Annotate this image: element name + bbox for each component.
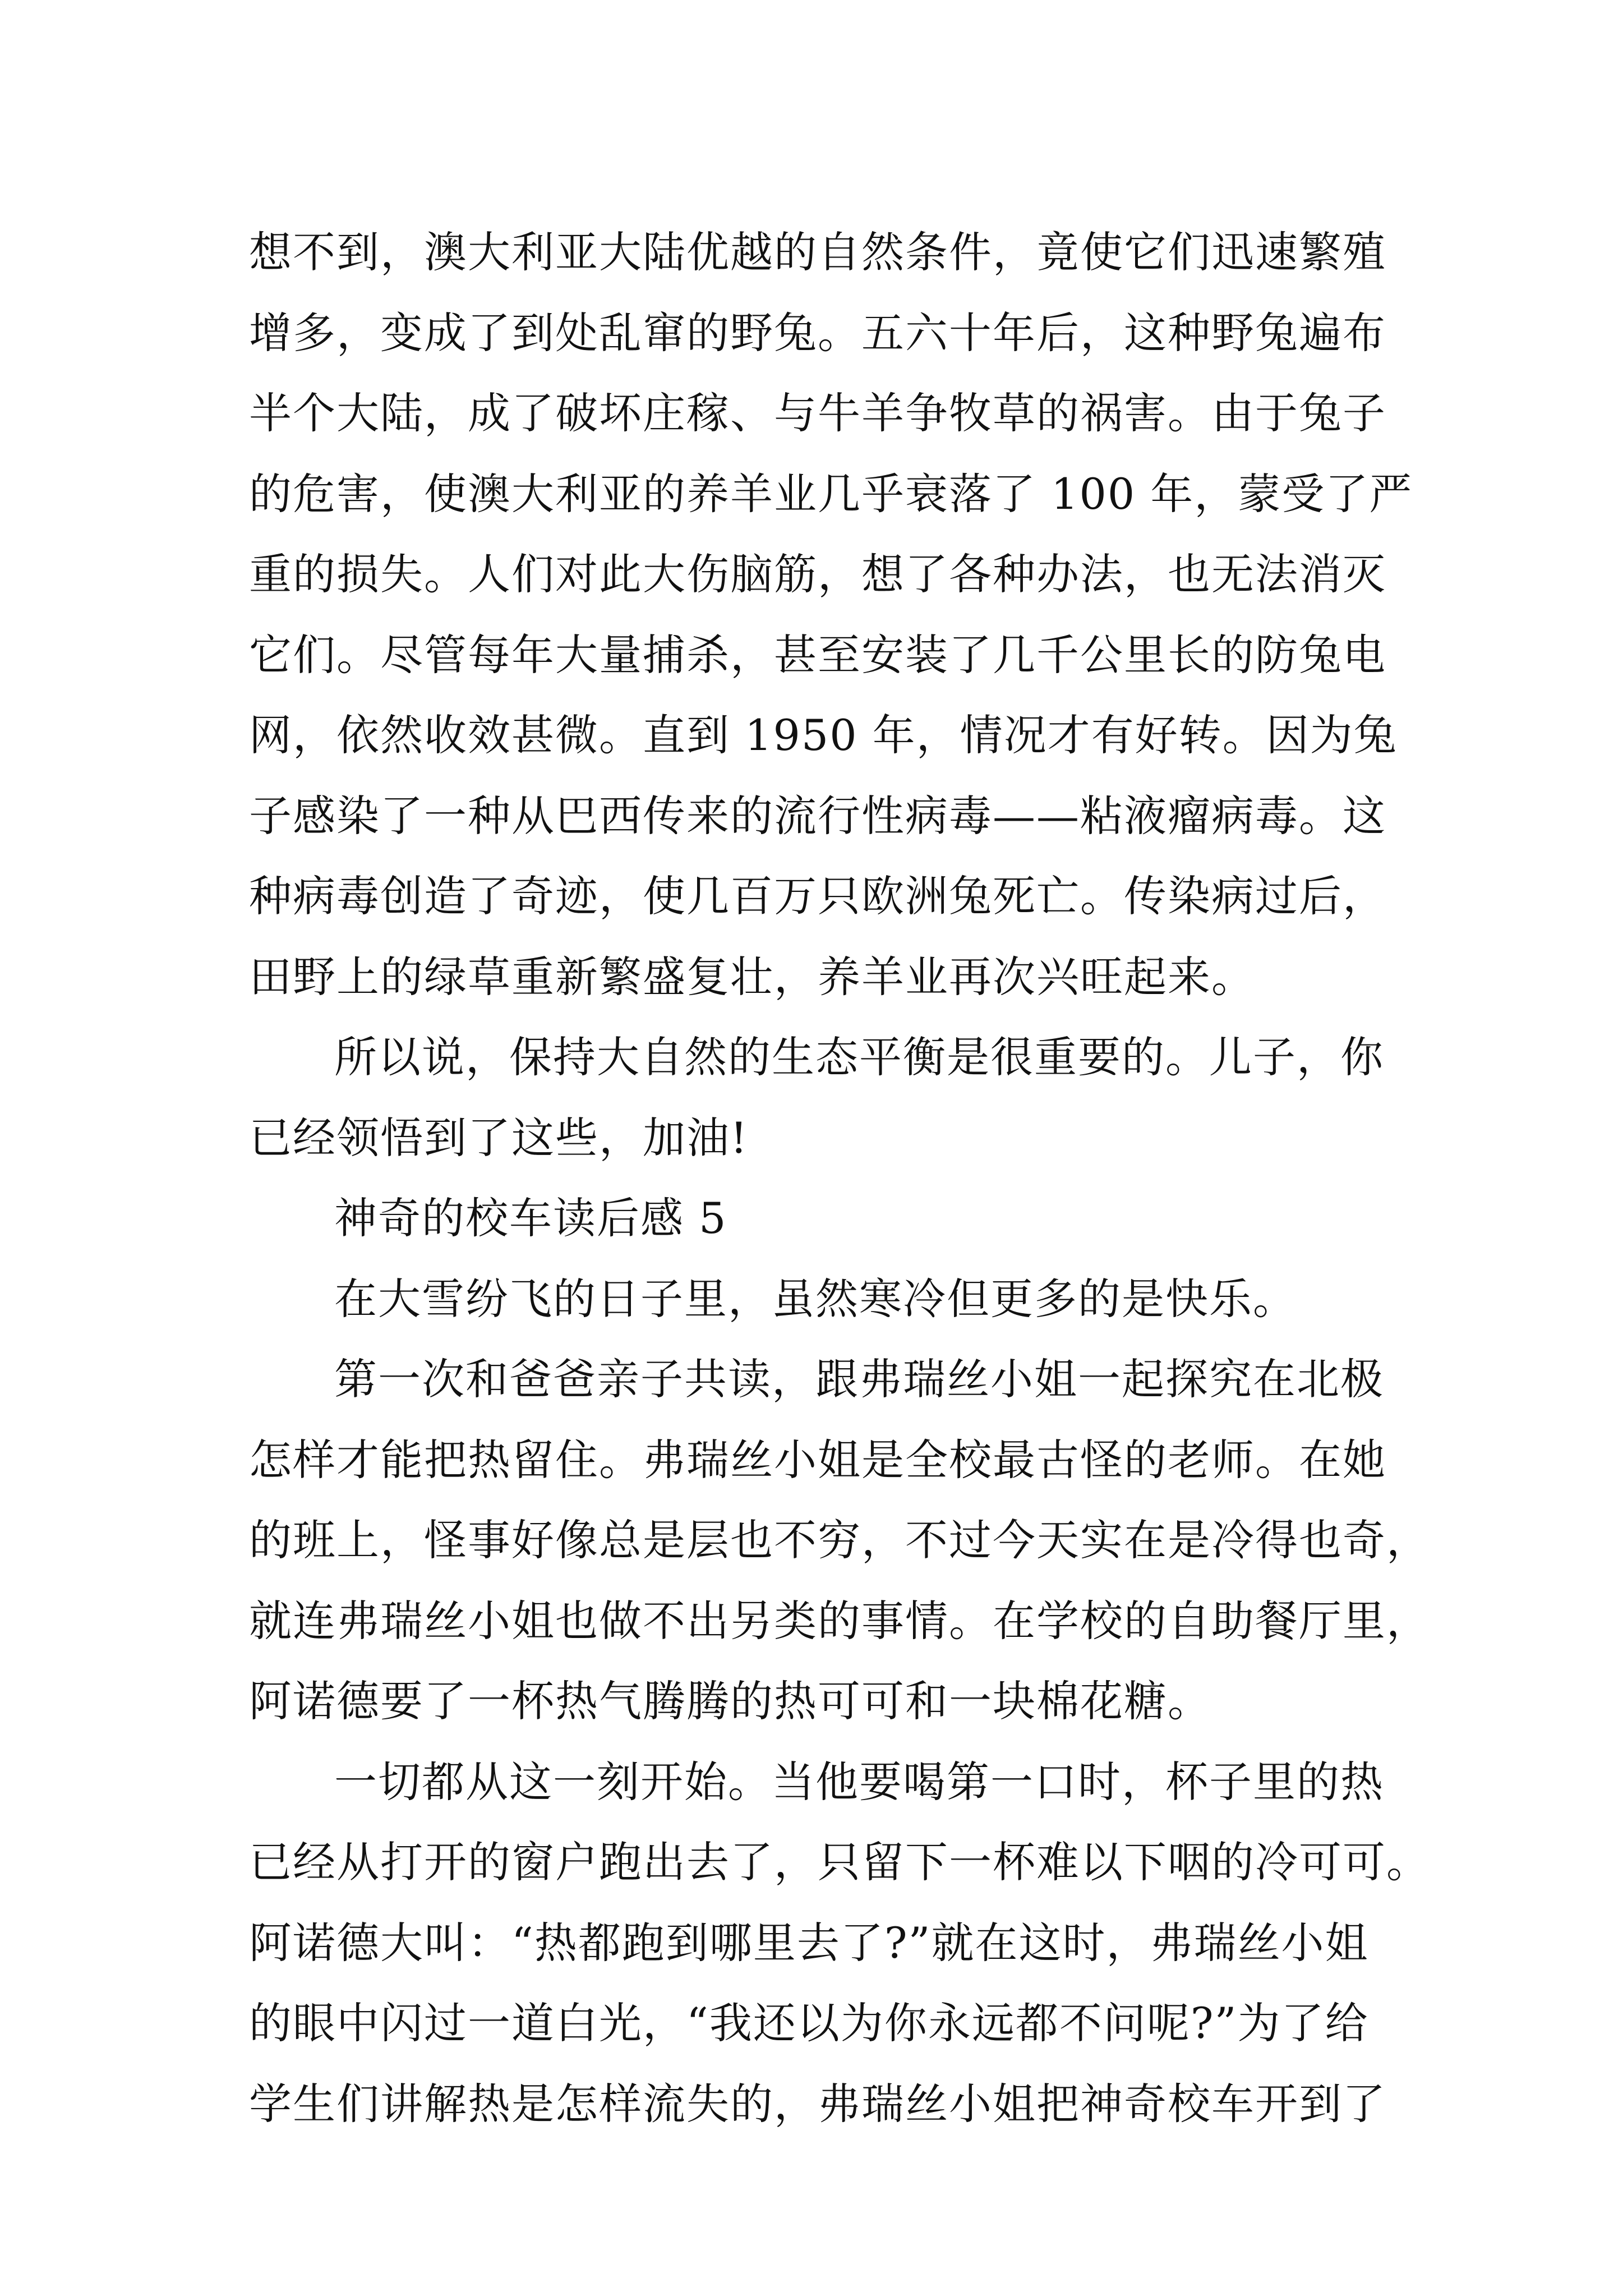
text-line: 子感染了一种从巴西传来的流行性病毒——粘液瘤病毒。这 [249, 790, 1386, 841]
text-line: 网，依然收效甚微。直到 1950 年，情况才有好转。因为兔 [249, 710, 1398, 760]
text-line: 它们。尽管每年大量捕杀，甚至安装了几千公里长的防兔电 [249, 629, 1386, 680]
text-line: 阿诺德要了一杯热气腾腾的热可可和一块棉花糖。 [249, 1676, 1211, 1726]
text-line: 怎样才能把热留住。弗瑞丝小姐是全校最古怪的老师。在她 [249, 1434, 1386, 1485]
text-line: 已经从打开的窗户跑出去了，只留下一杯难以下咽的冷可可。 [249, 1837, 1430, 1887]
text-line: 重的损失。人们对此大伤脑筋，想了各种办法，也无法消灭 [249, 549, 1386, 599]
body-text [249, 212, 1430, 2144]
text-line: 的班上，怪事好像总是层也不穷，不过今天实在是冷得也奇， [249, 1515, 1430, 1565]
text-line: 的危害，使澳大利亚的养羊业几乎衰落了 100 年，蒙受了严 [249, 468, 1413, 519]
text-line: 田野上的绿草重新繁盛复壮，养羊业再次兴旺起来。 [249, 951, 1255, 1002]
text-line: 第一次和爸爸亲子共读，跟弗瑞丝小姐一起探究在北极 [334, 1354, 1384, 1404]
text-line: 一切都从这一刻开始。当他要喝第一口时，杯子里的热 [334, 1756, 1384, 1807]
text-line: 就连弗瑞丝小姐也做不出另类的事情。在学校的自助餐厅里， [249, 1595, 1430, 1646]
text-line: 阿诺德大叫：“热都跑到哪里去了?”就在这时，弗瑞丝小姐 [249, 1917, 1369, 1968]
text-line: 的眼中闪过一道白光，“我还以为你永远都不问呢?”为了给 [249, 1998, 1369, 2048]
text-line: 在大雪纷飞的日子里，虽然寒冷但更多的是快乐。 [334, 1273, 1297, 1324]
text-line: 学生们讲解热是怎样流失的，弗瑞丝小姐把神奇校车开到了 [249, 2078, 1386, 2129]
text-line: 增多，变成了到处乱窜的野兔。五六十年后，这种野兔遍布 [249, 307, 1386, 358]
text-line: 种病毒创造了奇迹，使几百万只欧洲兔死亡。传染病过后， [249, 871, 1386, 921]
text-line: 神奇的校车读后感 5 [334, 1193, 727, 1243]
text-line: 想不到，澳大利亚大陆优越的自然条件，竟使它们迅速繁殖 [249, 227, 1386, 277]
text-line: 半个大陆，成了破坏庄稼、与牛羊争牧草的祸害。由于兔子 [249, 388, 1386, 438]
text-line: 已经领悟到了这些，加油! [249, 1112, 749, 1163]
text-line: 所以说，保持大自然的生态平衡是很重要的。儿子，你 [334, 1032, 1384, 1082]
